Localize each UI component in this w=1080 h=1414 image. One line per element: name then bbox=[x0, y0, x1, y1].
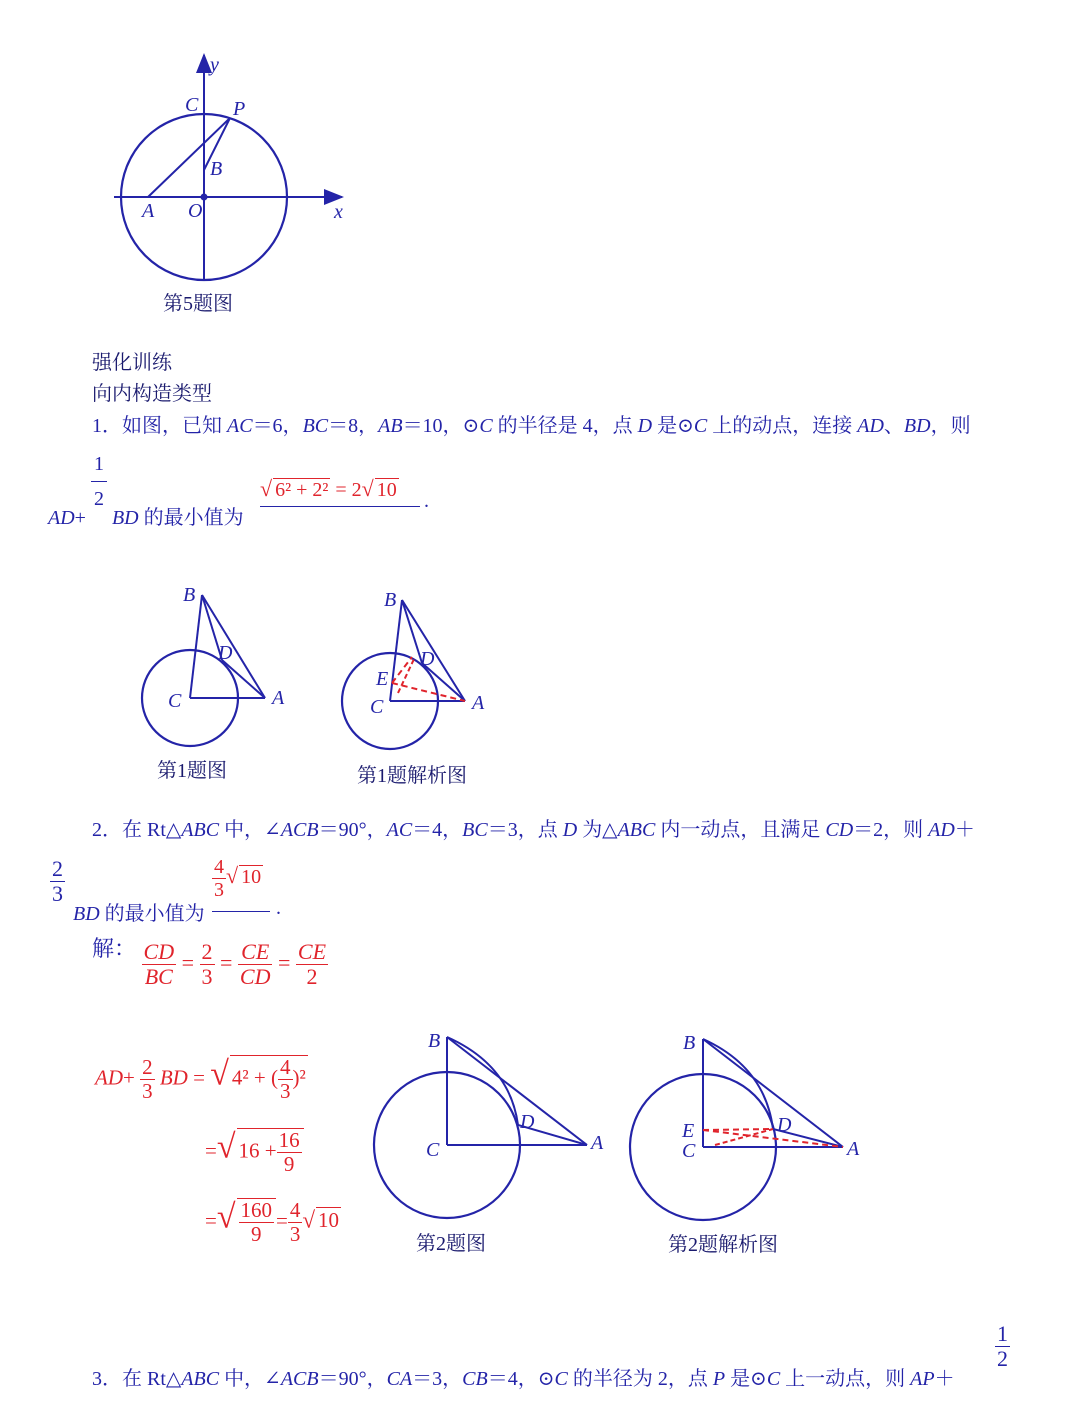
q1-line2: AD+ $\frac{1}{2}$ BD 的最小值为 bbox=[48, 453, 244, 530]
q2-line2-frac: $\frac{2}{3}$ bbox=[52, 856, 63, 907]
figure-5 bbox=[100, 45, 360, 295]
q2-line1: 2．在 Rt△ABC 中，∠ACB＝90°，AC＝4，BC＝3，点 D 为△ABC 内一动点，且满足 CD＝2，则 AD＋ bbox=[92, 819, 975, 841]
q2-answer: $\frac{4}{3}$ √ 10 bbox=[212, 856, 270, 912]
q1-period: . bbox=[424, 490, 429, 512]
svg-text:A: A bbox=[591, 1132, 604, 1154]
figure-1 bbox=[130, 580, 300, 760]
q3-line1: 3．在 Rt△ABC 中，∠ACB＝90°，CA＝3，CB＝4，⊙C 的半径为 2，点 P 是⊙C 上一动点，则 AP＋ bbox=[92, 1368, 955, 1390]
label-c: C bbox=[185, 94, 199, 116]
svg-text:B: B bbox=[428, 1030, 441, 1052]
label-a: A bbox=[142, 200, 155, 222]
figure-2 bbox=[370, 1025, 610, 1225]
svg-text:D: D bbox=[420, 648, 435, 670]
fig2-caption: 第2题图 bbox=[416, 1233, 486, 1255]
label-b: B bbox=[210, 158, 223, 180]
q2-calc-row1: AD+ $\frac{2}{3}$ BD = √ 4² + ( $\frac{4}{3}$ )² bbox=[95, 1055, 306, 1104]
label-p: P bbox=[233, 98, 246, 120]
svg-text:B: B bbox=[183, 584, 196, 606]
svg-text:C: C bbox=[168, 690, 182, 712]
fig1-analysis-caption: 第1题解析图 bbox=[357, 765, 467, 787]
svg-text:E: E bbox=[682, 1120, 695, 1142]
figure-2-analysis bbox=[625, 1025, 865, 1225]
svg-text:E: E bbox=[376, 668, 389, 690]
q2-calc-row2: =√ 16 + $\frac{16}{9}$ bbox=[205, 1128, 304, 1176]
q2-solution: 解： $\frac{CD}{BC}$ = $\frac{2}{3}$ = $\frac{CE}{CD}$ = $\frac{CE}{2}$ bbox=[92, 935, 327, 990]
fig2-analysis-caption: 第2题解析图 bbox=[668, 1234, 778, 1256]
q1-line1: 1．如图，已知 AC＝6，BC＝8，AB＝10，⊙C 的半径是 4，点 D 是⊙C 上的动点，连接 AD、BD，则 bbox=[92, 415, 971, 437]
svg-text:D: D bbox=[520, 1111, 535, 1133]
svg-text:C: C bbox=[682, 1140, 696, 1162]
q1-answer: √ 6² + 2² = 2√ 10 bbox=[260, 476, 420, 507]
svg-text:A: A bbox=[472, 692, 485, 714]
fig5-caption: 第5题图 bbox=[163, 293, 233, 315]
svg-text:A: A bbox=[272, 687, 285, 709]
section-title: 强化训练 bbox=[92, 352, 172, 374]
label-o: O bbox=[188, 200, 203, 222]
q3-half: $\frac{1}{2}$ bbox=[997, 1321, 1008, 1372]
fig1-caption: 第1题图 bbox=[157, 760, 227, 782]
svg-text:B: B bbox=[683, 1032, 696, 1054]
figure-1-analysis bbox=[330, 585, 500, 765]
svg-text:B: B bbox=[384, 589, 397, 611]
q2-period: . bbox=[276, 897, 281, 919]
label-x: x bbox=[334, 201, 343, 223]
label-y: y bbox=[210, 54, 219, 76]
q2-line2: BD 的最小值为 bbox=[73, 903, 205, 925]
svg-text:D: D bbox=[218, 642, 233, 664]
svg-text:C: C bbox=[426, 1139, 440, 1161]
section-subtitle: 向内构造类型 bbox=[92, 383, 212, 405]
svg-text:C: C bbox=[370, 696, 384, 718]
svg-text:A: A bbox=[847, 1138, 860, 1160]
svg-text:D: D bbox=[777, 1114, 792, 1136]
q2-calc-row3: =√ $\frac{160}{9}$ = $\frac{4}{3}$ √ 10 bbox=[205, 1198, 340, 1247]
